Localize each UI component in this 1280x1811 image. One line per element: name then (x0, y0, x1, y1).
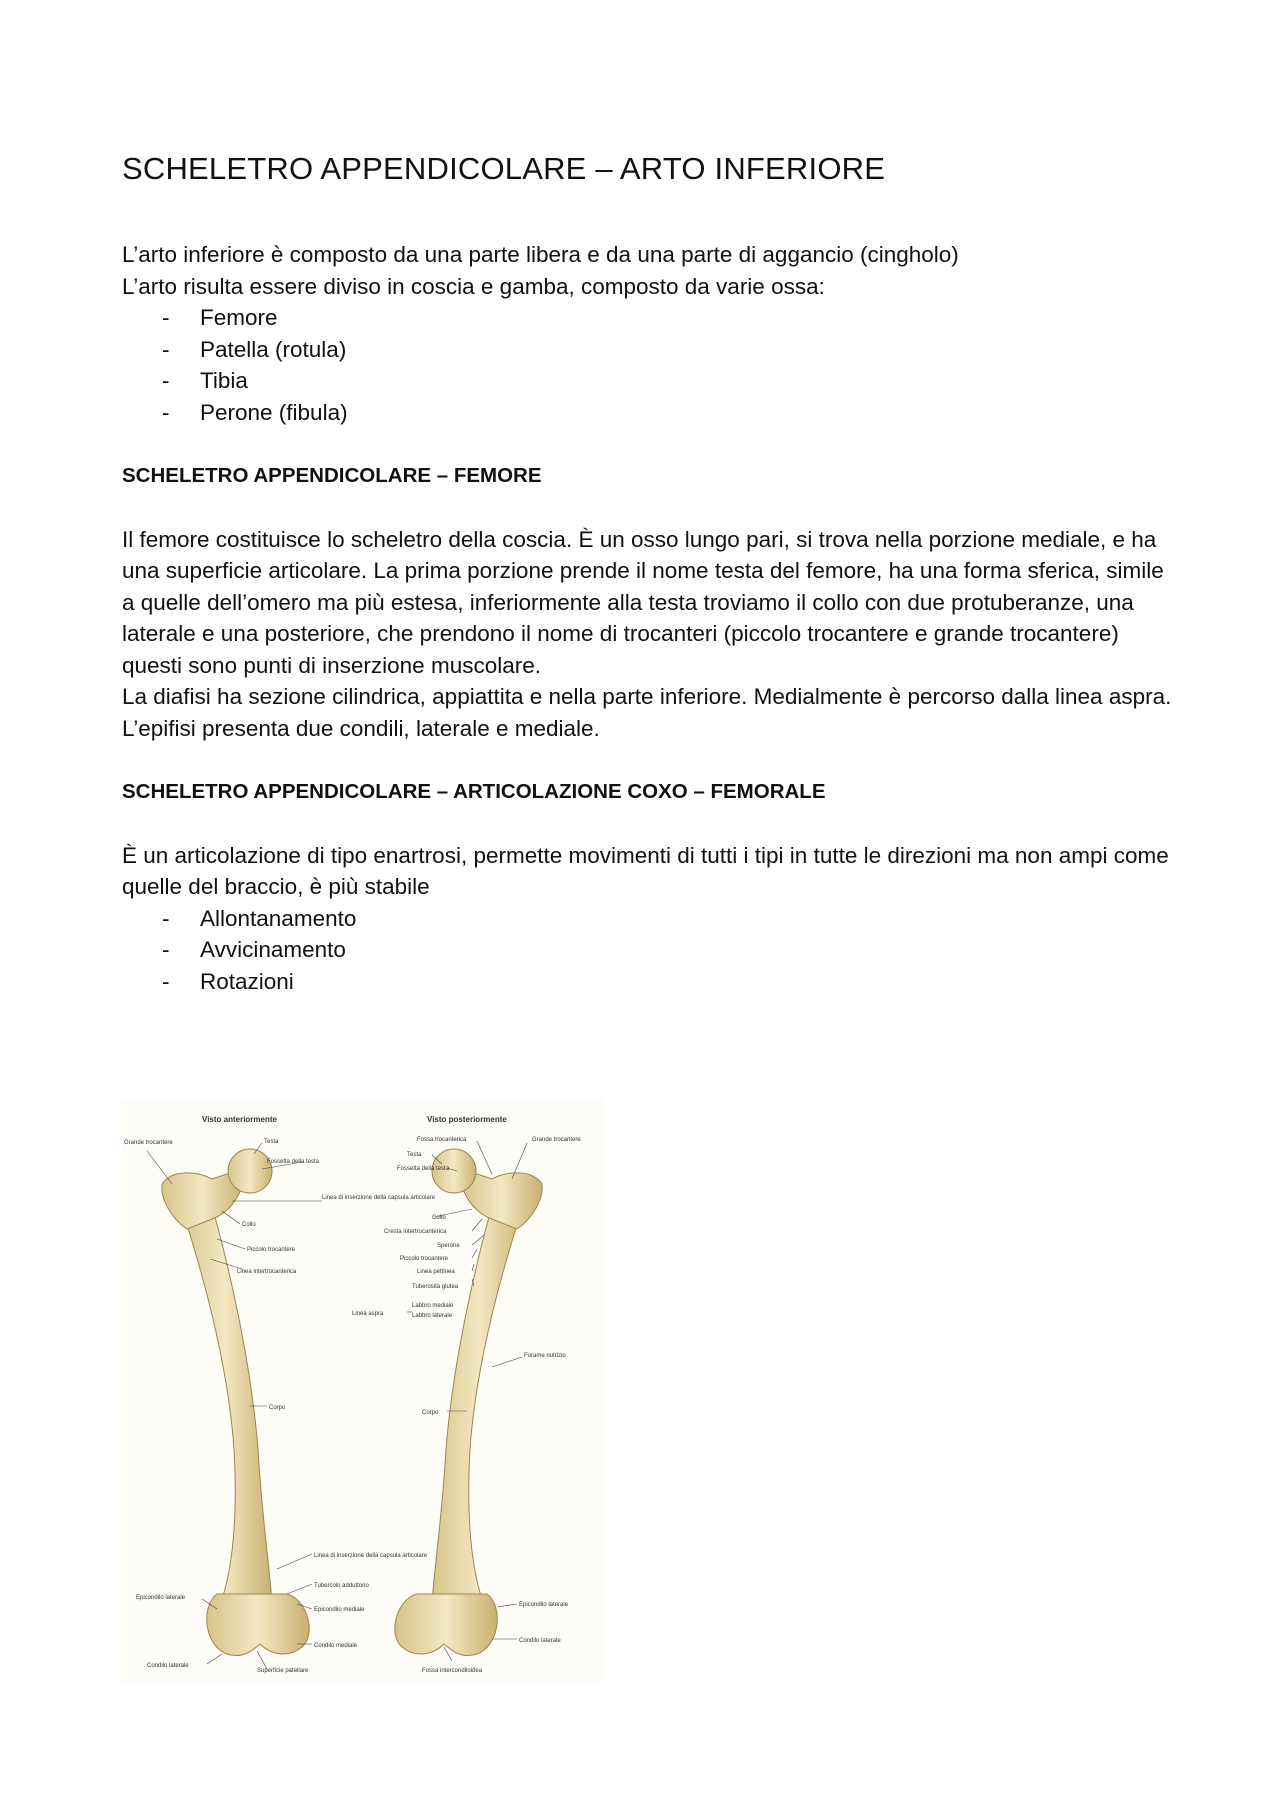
movements-list (122, 903, 1172, 998)
document-content (122, 150, 1172, 997)
posterior-view-title: Visto posteriormente (427, 1115, 507, 1124)
label-testa-post: Testa (407, 1152, 422, 1158)
label-linea-pettinea: Linea pettinea (417, 1269, 455, 1275)
label-fossa-trocanterica: Fossa trocanterica (417, 1137, 467, 1143)
list-dash: - (162, 968, 170, 994)
label-fossa-intercondiloidea: Fossa intercondiloidea (422, 1668, 483, 1674)
list-item-text: Perone (fibula) (200, 399, 348, 425)
label-tubercolo-adduttorio: Tubercolo adduttorio (314, 1583, 369, 1589)
list-dash: - (162, 399, 170, 425)
anterior-view-title: Visto anteriormente (202, 1115, 277, 1124)
list-dash: - (162, 336, 170, 362)
label-fossetta-ant: Fossetta della testa (267, 1159, 320, 1165)
list-dash: - (162, 368, 170, 394)
label-corpo-post: Corpo (422, 1410, 439, 1416)
list-item (122, 966, 1172, 998)
intro-line-1: L’arto inferiore è composto da una parte libera e da una parte di aggancio (cingholo) (122, 242, 959, 268)
list-dash: - (162, 905, 170, 931)
label-grande-trocantere-post: Grande trocantere (532, 1137, 581, 1143)
list-item (122, 365, 1172, 397)
label-sperone: Sperone (437, 1243, 460, 1249)
page-title: SCHELETRO APPENDICOLARE – ARTO INFERIORE (122, 151, 886, 186)
label-epicondilo-mediale: Epicondilo mediale (314, 1607, 365, 1613)
label-piccolo-trocantere-post: Piccolo trocantere (400, 1256, 449, 1262)
list-item (122, 397, 1172, 429)
label-grande-trocantere-ant: Grande trocantere (124, 1140, 173, 1146)
label-labbro-mediale: Labbro mediale (412, 1303, 454, 1309)
femore-paragraph-2: La diafisi ha sezione cilindrica, appiattita e nella parte inferiore. Medialmente è percorso dalla linea aspra. L’epifisi presenta due condili, laterale e mediale. (122, 684, 1172, 741)
list-item (122, 903, 1172, 935)
label-linea-aspra: Linea aspra (352, 1311, 384, 1317)
label-tuberosita-glutea: Tuberosità glutea (412, 1284, 459, 1290)
spacer (122, 808, 1172, 840)
label-piccolo-trocantere-ant: Piccolo trocantere (247, 1247, 296, 1253)
label-linea-inserzione-ant: Linea di inserzione della capsula articolare (322, 1195, 436, 1201)
label-linea-intertrocanterica: Linea intertrocanterica (237, 1269, 297, 1275)
spacer (122, 744, 1172, 776)
spacer (122, 492, 1172, 524)
label-collo-ant: Collo (242, 1222, 256, 1228)
list-item-text: Femore (200, 305, 278, 331)
list-item (122, 302, 1172, 334)
label-corpo-ant: Corpo (269, 1405, 286, 1411)
label-epicondilo-laterale-post: Epicondilo laterale (519, 1602, 569, 1608)
label-condilo-laterale-ant: Condilo laterale (147, 1663, 189, 1669)
list-item-text: Avvicinamento (200, 937, 346, 963)
femur-diagram (122, 1099, 603, 1684)
label-collo-post: Collo (432, 1215, 446, 1221)
list-item (122, 934, 1172, 966)
list-item-text: Allontanamento (200, 905, 357, 931)
label-epicondilo-laterale-ant: Epicondilo laterale (136, 1595, 186, 1601)
femur-illustration (122, 1099, 603, 1684)
label-condilo-laterale-post: Condilo laterale (519, 1638, 561, 1644)
list-dash: - (162, 305, 170, 331)
posterior-femur (395, 1149, 542, 1656)
label-labbro-laterale: Labbro laterale (412, 1313, 453, 1319)
spacer (122, 428, 1172, 460)
list-item-text: Rotazioni (200, 968, 294, 994)
section-heading-coxo-femorale: SCHELETRO APPENDICOLARE – ARTICOLAZIONE COXO – FEMORALE (122, 780, 826, 804)
list-item-text: Patella (rotula) (200, 336, 347, 362)
section-heading-femore: SCHELETRO APPENDICOLARE – FEMORE (122, 464, 542, 488)
label-linea-inserzione-bassa: Linea di inserzione della capsula articolare (314, 1553, 428, 1559)
label-cresta-intertrocanterica: Cresta intertrocanterica (384, 1229, 447, 1235)
anterior-femur (162, 1149, 309, 1656)
femore-paragraph-1: Il femore costituisce lo scheletro della coscia. È un osso lungo pari, si trova nella porzione mediale, e ha una superficie articolare. La prima porzione prende il nome testa del femore, ha una forma sferica, simile a quelle dell’omero ma più estesa, inferiormente alla testa troviamo il collo con due protuberanze, una laterale e una posteriore, che prendono il nome di trocanteri (piccolo trocantere e grande trocantere) questi sono punti di inserzione muscolare. (122, 526, 1164, 678)
label-fossetta-post: Fossetta della testa (397, 1166, 450, 1172)
label-forame-nutrizio: Forame nutrizio (524, 1353, 566, 1359)
intro-line-2: L’arto risulta essere diviso in coscia e gamba, composto da varie ossa: (122, 273, 825, 299)
label-superficie-patellare: Superficie patellare (257, 1668, 309, 1674)
bones-list (122, 302, 1172, 428)
label-testa-ant: Testa (264, 1139, 279, 1145)
list-dash: - (162, 937, 170, 963)
list-item-text: Tibia (200, 368, 248, 394)
coxo-paragraph: È un articolazione di tipo enartrosi, permette movimenti di tutti i tipi in tutte le direzioni ma non ampi come quelle del braccio, è più stabile (122, 842, 1169, 900)
label-condilo-mediale: Condilo mediale (314, 1643, 358, 1649)
list-item (122, 334, 1172, 366)
